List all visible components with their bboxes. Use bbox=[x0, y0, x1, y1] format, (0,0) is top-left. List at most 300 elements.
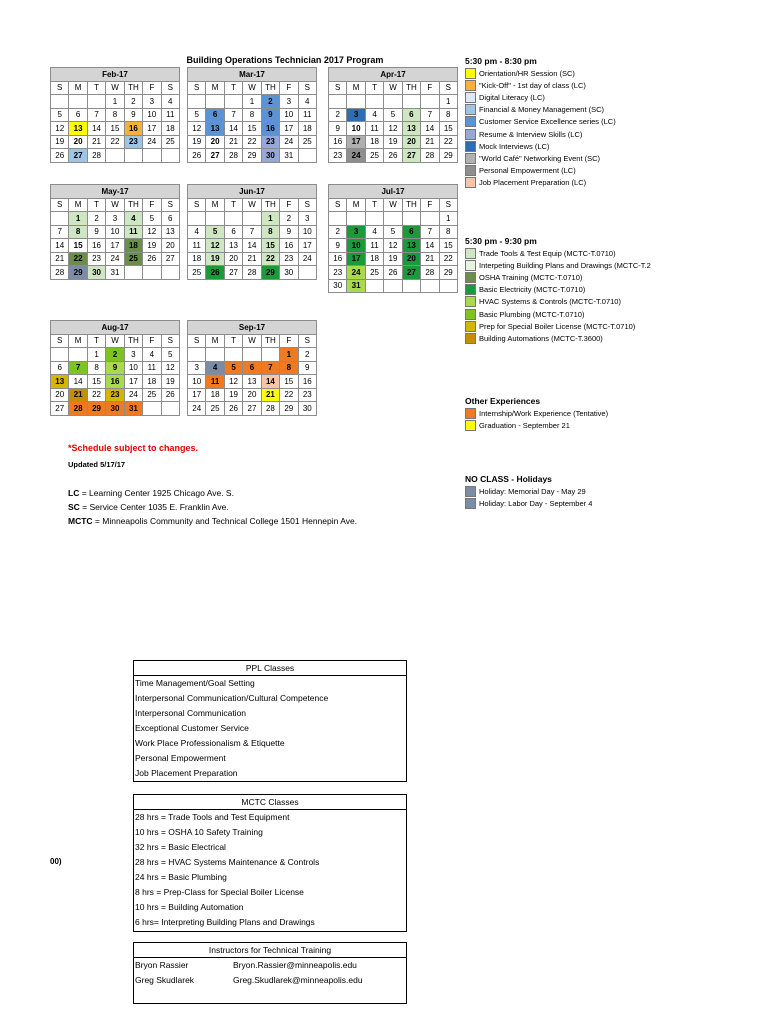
legend-swatch bbox=[465, 104, 476, 115]
day-cell: 3 bbox=[347, 108, 365, 122]
day-cell: 18 bbox=[298, 122, 316, 136]
instructor-email[interactable]: Greg.Skudlarek@minneapolis.edu bbox=[233, 975, 363, 985]
day-cell: 6 bbox=[69, 108, 87, 122]
day-header: F bbox=[280, 334, 298, 348]
day-cell: 14 bbox=[69, 375, 87, 389]
day-cell: 22 bbox=[106, 135, 124, 149]
day-cell: 19 bbox=[188, 135, 206, 149]
legend-label: Basic Electricity (MCTC-T.0710) bbox=[479, 285, 586, 295]
month-name: Aug-17 bbox=[51, 321, 180, 335]
day-cell: 1 bbox=[261, 212, 279, 226]
day-header: W bbox=[106, 81, 124, 95]
day-cell: 13 bbox=[224, 239, 242, 253]
legend-swatch bbox=[465, 80, 476, 91]
day-cell: 5 bbox=[384, 108, 402, 122]
day-cell: 5 bbox=[143, 212, 161, 226]
legend-item bbox=[465, 247, 765, 259]
day-cell: 9 bbox=[87, 225, 105, 239]
day-cell: 19 bbox=[384, 135, 402, 149]
day-cell: 2 bbox=[261, 95, 279, 109]
day-header: T bbox=[87, 81, 105, 95]
day-cell: 21 bbox=[243, 252, 261, 266]
day-header: S bbox=[298, 334, 316, 348]
day-cell: 18 bbox=[365, 252, 383, 266]
day-cell: 13 bbox=[51, 375, 69, 389]
day-cell bbox=[124, 266, 142, 280]
class-row: 28 hrs = Trade Tools and Test Equipment bbox=[135, 812, 290, 822]
day-cell: 8 bbox=[439, 225, 457, 239]
instructor-email[interactable]: Bryon.Rassier@minneapolis.edu bbox=[233, 960, 357, 970]
day-cell: 25 bbox=[206, 402, 224, 416]
day-cell: 26 bbox=[384, 266, 402, 280]
day-cell: 4 bbox=[143, 348, 161, 362]
legend-item bbox=[465, 116, 765, 128]
day-cell: 1 bbox=[243, 95, 261, 109]
day-cell bbox=[224, 348, 242, 362]
instructor-name: Greg Skudlarek bbox=[135, 975, 195, 985]
day-cell: 30 bbox=[280, 266, 298, 280]
day-header: F bbox=[421, 81, 439, 95]
day-header: S bbox=[298, 81, 316, 95]
day-cell: 7 bbox=[421, 225, 439, 239]
day-cell: 11 bbox=[365, 122, 383, 136]
day-cell: 3 bbox=[280, 95, 298, 109]
class-row: Work Place Professionalism & Etiquette bbox=[135, 738, 285, 748]
instructor-row bbox=[134, 973, 406, 988]
day-cell bbox=[224, 212, 242, 226]
day-cell: 4 bbox=[161, 95, 179, 109]
day-cell: 30 bbox=[329, 279, 347, 293]
day-cell: 5 bbox=[224, 361, 242, 375]
day-cell: 23 bbox=[106, 388, 124, 402]
day-cell: 19 bbox=[224, 388, 242, 402]
legend-item bbox=[465, 140, 765, 152]
legend-swatch bbox=[465, 248, 476, 259]
day-cell bbox=[143, 266, 161, 280]
day-header: T bbox=[87, 334, 105, 348]
day-cell: 16 bbox=[298, 375, 316, 389]
day-cell: 13 bbox=[402, 239, 420, 253]
day-cell: 28 bbox=[224, 149, 242, 163]
legend-section bbox=[465, 235, 765, 345]
day-header: W bbox=[106, 334, 124, 348]
day-cell: 10 bbox=[106, 225, 124, 239]
day-header: F bbox=[143, 81, 161, 95]
legend-swatch bbox=[465, 177, 476, 188]
schedule-note: *Schedule subject to changes. bbox=[68, 443, 199, 453]
day-cell: 27 bbox=[243, 402, 261, 416]
day-cell: 4 bbox=[365, 108, 383, 122]
page-title: Building Operations Technician 2017 Program bbox=[186, 55, 384, 65]
day-header: S bbox=[51, 81, 69, 95]
legend-label: Job Placement Preparation (LC) bbox=[479, 178, 587, 188]
day-cell: 19 bbox=[206, 252, 224, 266]
legend-item bbox=[465, 271, 765, 283]
month-4 bbox=[187, 184, 317, 280]
day-cell bbox=[402, 212, 420, 226]
month-6 bbox=[50, 320, 180, 416]
day-cell bbox=[69, 95, 87, 109]
day-cell: 21 bbox=[87, 135, 105, 149]
day-cell: 2 bbox=[87, 212, 105, 226]
day-cell: 5 bbox=[188, 108, 206, 122]
day-cell: 1 bbox=[87, 348, 105, 362]
day-cell: 22 bbox=[439, 252, 457, 266]
day-cell: 24 bbox=[106, 252, 124, 266]
legend-label: Basic Plumbing (MCTC-T.0710) bbox=[479, 309, 585, 319]
month-name: Feb-17 bbox=[51, 68, 180, 82]
day-cell: 7 bbox=[69, 361, 87, 375]
day-cell: 27 bbox=[402, 266, 420, 280]
day-cell: 27 bbox=[161, 252, 179, 266]
day-cell: 18 bbox=[365, 135, 383, 149]
day-cell: 28 bbox=[87, 149, 105, 163]
day-cell: 6 bbox=[402, 225, 420, 239]
day-cell: 6 bbox=[402, 108, 420, 122]
day-header: S bbox=[329, 81, 347, 95]
legend-label: Holiday: Labor Day - September 4 bbox=[479, 498, 593, 508]
day-header: M bbox=[206, 198, 224, 212]
day-cell: 15 bbox=[69, 239, 87, 253]
day-cell bbox=[421, 279, 439, 293]
day-cell: 7 bbox=[421, 108, 439, 122]
day-cell: 7 bbox=[224, 108, 242, 122]
day-cell bbox=[206, 348, 224, 362]
day-cell: 3 bbox=[188, 361, 206, 375]
day-cell: 17 bbox=[188, 388, 206, 402]
day-cell bbox=[87, 95, 105, 109]
day-cell bbox=[206, 212, 224, 226]
legend-item bbox=[465, 407, 765, 419]
day-header: S bbox=[188, 198, 206, 212]
day-header: M bbox=[206, 81, 224, 95]
day-cell: 9 bbox=[329, 239, 347, 253]
day-cell: 20 bbox=[243, 388, 261, 402]
day-cell bbox=[188, 212, 206, 226]
day-header: W bbox=[243, 198, 261, 212]
class-row: Interpersonal Communication bbox=[135, 708, 247, 718]
day-cell: 24 bbox=[143, 135, 161, 149]
day-cell bbox=[188, 348, 206, 362]
day-cell: 22 bbox=[280, 388, 298, 402]
month-5 bbox=[328, 184, 458, 293]
day-cell: 23 bbox=[87, 252, 105, 266]
day-cell: 26 bbox=[206, 266, 224, 280]
day-cell: 14 bbox=[421, 239, 439, 253]
day-cell: 27 bbox=[224, 266, 242, 280]
day-cell: 11 bbox=[298, 108, 316, 122]
day-cell: 2 bbox=[298, 348, 316, 362]
class-row: Time Management/Goal Setting bbox=[135, 678, 255, 688]
day-cell: 28 bbox=[51, 266, 69, 280]
legend-item bbox=[465, 104, 765, 116]
day-cell: 21 bbox=[51, 252, 69, 266]
legend-swatch bbox=[465, 309, 476, 320]
day-cell: 7 bbox=[243, 225, 261, 239]
day-header: W bbox=[243, 81, 261, 95]
day-header: S bbox=[439, 198, 457, 212]
day-cell bbox=[439, 279, 457, 293]
day-cell: 10 bbox=[347, 239, 365, 253]
day-cell: 21 bbox=[224, 135, 242, 149]
day-header: M bbox=[347, 81, 365, 95]
day-cell: 25 bbox=[188, 266, 206, 280]
day-cell bbox=[161, 266, 179, 280]
day-cell: 19 bbox=[143, 239, 161, 253]
day-header: F bbox=[421, 198, 439, 212]
day-cell bbox=[384, 95, 402, 109]
class-row: 6 hrs= Interpreting Building Plans and Drawings bbox=[135, 917, 315, 927]
day-cell: 6 bbox=[243, 361, 261, 375]
day-cell: 6 bbox=[161, 212, 179, 226]
day-cell: 17 bbox=[298, 239, 316, 253]
day-cell: 5 bbox=[206, 225, 224, 239]
day-cell: 14 bbox=[243, 239, 261, 253]
day-cell: 3 bbox=[124, 348, 142, 362]
day-cell: 16 bbox=[329, 252, 347, 266]
day-cell: 10 bbox=[298, 225, 316, 239]
day-header: M bbox=[206, 334, 224, 348]
day-header: TH bbox=[402, 81, 420, 95]
day-cell: 24 bbox=[188, 402, 206, 416]
day-cell: 30 bbox=[87, 266, 105, 280]
legend-item bbox=[465, 67, 765, 79]
day-cell bbox=[161, 402, 179, 416]
legend-section bbox=[465, 395, 765, 431]
day-header: TH bbox=[124, 81, 142, 95]
day-cell: 20 bbox=[69, 135, 87, 149]
day-cell: 26 bbox=[161, 388, 179, 402]
legend-item bbox=[465, 177, 765, 189]
class-row: 28 hrs = HVAC Systems Maintenance & Controls bbox=[135, 857, 320, 867]
legend-label: Building Automations (MCTC-T.3600) bbox=[479, 333, 603, 343]
ppl-classes-header: PPL Classes bbox=[134, 661, 406, 676]
day-header: T bbox=[224, 198, 242, 212]
legend-item bbox=[465, 332, 765, 344]
day-cell: 13 bbox=[161, 225, 179, 239]
day-header: T bbox=[87, 198, 105, 212]
legend-label: "Kick-Off" - 1st day of class (LC) bbox=[479, 80, 586, 90]
day-cell: 15 bbox=[106, 122, 124, 136]
day-cell bbox=[206, 95, 224, 109]
day-cell bbox=[124, 149, 142, 163]
day-cell: 12 bbox=[224, 375, 242, 389]
day-header: S bbox=[439, 81, 457, 95]
class-row: 8 hrs = Prep-Class for Special Boiler License bbox=[135, 887, 304, 897]
legend-header: NO CLASS - Holidays bbox=[465, 474, 552, 484]
day-cell bbox=[51, 348, 69, 362]
day-cell: 22 bbox=[261, 252, 279, 266]
legend-item bbox=[465, 128, 765, 140]
day-cell bbox=[51, 212, 69, 226]
day-cell: 29 bbox=[261, 266, 279, 280]
day-cell: 27 bbox=[402, 149, 420, 163]
day-header: S bbox=[51, 334, 69, 348]
day-cell: 20 bbox=[402, 252, 420, 266]
day-cell: 22 bbox=[87, 388, 105, 402]
class-row: Job Placement Preparation bbox=[135, 768, 238, 778]
legend-swatch bbox=[465, 153, 476, 164]
day-cell: 18 bbox=[161, 122, 179, 136]
day-cell: 21 bbox=[261, 388, 279, 402]
abbr-sc: SC = Service Center 1035 E. Franklin Ave. bbox=[68, 502, 229, 512]
day-cell: 23 bbox=[261, 135, 279, 149]
legend-swatch bbox=[465, 260, 476, 271]
day-cell: 16 bbox=[106, 375, 124, 389]
day-cell: 13 bbox=[243, 375, 261, 389]
legend-label: Graduation - September 21 bbox=[479, 420, 570, 430]
legend-label: Holiday: Memorial Day - May 29 bbox=[479, 486, 586, 496]
day-cell: 31 bbox=[347, 279, 365, 293]
day-header: TH bbox=[261, 81, 279, 95]
month-3 bbox=[50, 184, 180, 280]
day-cell bbox=[106, 149, 124, 163]
instructor-row bbox=[134, 958, 406, 973]
day-cell: 29 bbox=[439, 149, 457, 163]
day-cell: 10 bbox=[143, 108, 161, 122]
day-cell: 18 bbox=[188, 252, 206, 266]
day-cell: 2 bbox=[124, 95, 142, 109]
day-cell: 29 bbox=[243, 149, 261, 163]
day-header: F bbox=[143, 334, 161, 348]
day-cell: 22 bbox=[439, 135, 457, 149]
legend-item bbox=[465, 308, 765, 320]
day-cell: 23 bbox=[124, 135, 142, 149]
legend-label: Personal Empowerment (LC) bbox=[479, 166, 576, 176]
legend-label: "World Café" Networking Event (SC) bbox=[479, 153, 601, 163]
legend-label: Mock Interviews (LC) bbox=[479, 141, 550, 151]
day-header: M bbox=[69, 81, 87, 95]
day-cell: 5 bbox=[161, 348, 179, 362]
day-cell: 26 bbox=[384, 149, 402, 163]
day-cell: 17 bbox=[347, 135, 365, 149]
legend-swatch bbox=[465, 420, 476, 431]
day-cell: 9 bbox=[106, 361, 124, 375]
legend-label: Customer Service Excellence series (LC) bbox=[479, 117, 616, 127]
legend-swatch bbox=[465, 284, 476, 295]
legend-swatch bbox=[465, 141, 476, 152]
day-cell bbox=[421, 212, 439, 226]
instructors-header: Instructors for Technical Training bbox=[134, 943, 406, 958]
day-cell: 4 bbox=[124, 212, 142, 226]
day-cell: 7 bbox=[87, 108, 105, 122]
day-cell bbox=[384, 212, 402, 226]
day-cell bbox=[261, 348, 279, 362]
day-cell: 26 bbox=[224, 402, 242, 416]
day-cell: 4 bbox=[188, 225, 206, 239]
day-cell: 8 bbox=[87, 361, 105, 375]
class-row: 10 hrs = OSHA 10 Safety Training bbox=[135, 827, 263, 837]
day-cell: 27 bbox=[51, 402, 69, 416]
day-cell: 31 bbox=[106, 266, 124, 280]
day-cell: 24 bbox=[347, 266, 365, 280]
day-cell: 14 bbox=[87, 122, 105, 136]
legend-label: Prep for Special Boiler License (MCTC-T.0710) bbox=[479, 321, 636, 331]
legend-label: Financial & Money Management (SC) bbox=[479, 105, 605, 115]
day-cell: 3 bbox=[347, 225, 365, 239]
day-header: T bbox=[365, 81, 383, 95]
day-cell bbox=[384, 279, 402, 293]
instructors-box bbox=[133, 942, 407, 1004]
day-cell: 30 bbox=[298, 402, 316, 416]
day-cell: 29 bbox=[87, 402, 105, 416]
legend-header: Other Experiences bbox=[465, 396, 541, 406]
day-cell bbox=[402, 279, 420, 293]
day-cell bbox=[347, 212, 365, 226]
day-cell: 15 bbox=[439, 122, 457, 136]
updated-note: Updated 5/17/17 bbox=[68, 460, 126, 469]
day-cell: 24 bbox=[347, 149, 365, 163]
day-header: T bbox=[224, 81, 242, 95]
day-header: S bbox=[161, 334, 179, 348]
day-cell: 28 bbox=[261, 402, 279, 416]
legend-section bbox=[465, 55, 765, 189]
day-header: TH bbox=[124, 198, 142, 212]
day-cell bbox=[365, 212, 383, 226]
day-header: M bbox=[347, 198, 365, 212]
class-row: 32 hrs = Basic Electrical bbox=[135, 842, 226, 852]
day-cell: 17 bbox=[143, 122, 161, 136]
month-2 bbox=[328, 67, 458, 163]
day-cell: 12 bbox=[384, 122, 402, 136]
month-name: Jun-17 bbox=[188, 185, 317, 199]
month-name: Mar-17 bbox=[188, 68, 317, 82]
month-name: May-17 bbox=[51, 185, 180, 199]
day-cell: 11 bbox=[188, 239, 206, 253]
month-name: Sep-17 bbox=[188, 321, 317, 335]
legend-swatch bbox=[465, 92, 476, 103]
day-cell: 28 bbox=[243, 266, 261, 280]
legend-item bbox=[465, 79, 765, 91]
day-header: TH bbox=[124, 334, 142, 348]
day-cell: 23 bbox=[298, 388, 316, 402]
day-cell: 29 bbox=[280, 402, 298, 416]
day-cell: 15 bbox=[87, 375, 105, 389]
day-cell: 15 bbox=[261, 239, 279, 253]
day-cell: 6 bbox=[224, 225, 242, 239]
day-cell: 23 bbox=[329, 266, 347, 280]
day-cell: 14 bbox=[421, 122, 439, 136]
day-cell: 9 bbox=[280, 225, 298, 239]
day-cell: 13 bbox=[402, 122, 420, 136]
class-row: 10 hrs = Building Automation bbox=[135, 902, 244, 912]
day-cell: 5 bbox=[51, 108, 69, 122]
class-row: 24 hrs = Basic Plumbing bbox=[135, 872, 227, 882]
legend-item bbox=[465, 91, 765, 103]
day-cell: 10 bbox=[347, 122, 365, 136]
legend-section bbox=[465, 473, 765, 509]
legend-label: HVAC Systems & Controls (MCTC-T.0710) bbox=[479, 297, 621, 307]
day-cell: 2 bbox=[106, 348, 124, 362]
day-cell: 1 bbox=[439, 212, 457, 226]
day-cell: 24 bbox=[280, 135, 298, 149]
day-cell: 19 bbox=[161, 375, 179, 389]
legend-swatch bbox=[465, 486, 476, 497]
day-cell bbox=[243, 348, 261, 362]
day-cell: 19 bbox=[51, 135, 69, 149]
legend-label: Internship/Work Experience (Tentative) bbox=[479, 408, 609, 418]
day-header: M bbox=[69, 334, 87, 348]
day-cell: 25 bbox=[365, 149, 383, 163]
day-cell: 16 bbox=[329, 135, 347, 149]
month-1 bbox=[187, 67, 317, 163]
legend-item bbox=[465, 320, 765, 332]
day-header: F bbox=[143, 198, 161, 212]
day-header: W bbox=[384, 81, 402, 95]
day-cell: 12 bbox=[384, 239, 402, 253]
day-cell: 21 bbox=[421, 135, 439, 149]
day-cell: 6 bbox=[206, 108, 224, 122]
